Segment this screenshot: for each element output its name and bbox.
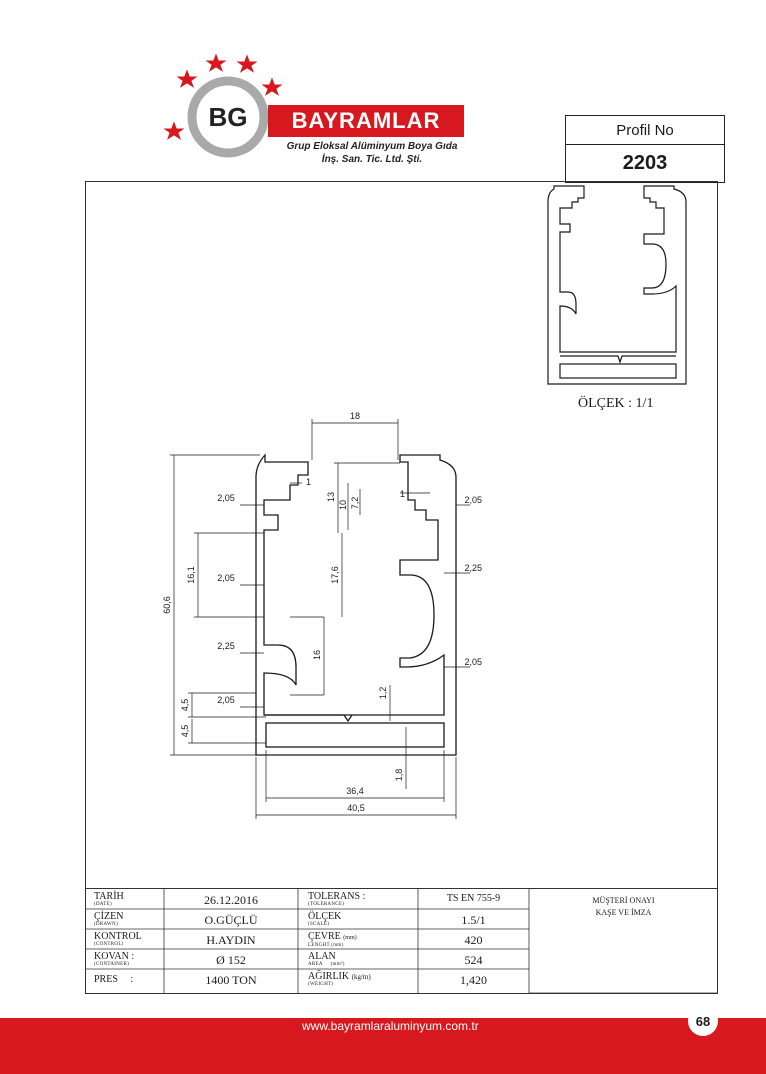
star-icon (204, 52, 228, 73)
tolerance-label: TOLERANS : (TOLERANCE) (308, 891, 366, 907)
container-value: Ø 152 (216, 953, 246, 967)
logo-text: BG (208, 102, 248, 132)
dim-4-5-bottom: 4,5 (180, 724, 190, 738)
dim-16: 16 (312, 649, 322, 661)
star-icon (235, 53, 259, 74)
area-value: 524 (464, 953, 483, 967)
dim-4-5-top: 4,5 (180, 698, 190, 712)
profil-number: 2203 (622, 152, 668, 174)
company-logo (150, 44, 280, 164)
dim-36-4: 36,4 (346, 786, 364, 796)
container-label: KOVAN : (CONTAINER) (94, 951, 135, 967)
press-label: PRES : (94, 974, 134, 985)
date-label: TARİH (DATE) (94, 891, 124, 907)
technical-drawing (160, 405, 480, 825)
dimension-lines (170, 419, 470, 819)
scale-value: 1.5/1 (461, 913, 486, 927)
dim-left-wall-4: 2,05 (217, 695, 235, 705)
weight-label: AĞIRLIK (kg/m) (WEIGHT) (308, 971, 371, 987)
date-value: 26.12.2016 (204, 893, 258, 907)
dim-right-wall-3: 2,05 (464, 657, 482, 667)
dim-60-6: 60,6 (162, 596, 172, 614)
control-value: H.AYDIN (206, 933, 256, 947)
dim-small-1-left: 1 (306, 477, 312, 487)
press-value: 1400 TON (205, 973, 257, 987)
dim-40-5: 40,5 (347, 803, 365, 813)
dim-left-wall-2: 2,05 (217, 573, 235, 583)
drawn-label: ÇİZEN (DRAWN) (94, 911, 124, 927)
dim-left-wall-3: 2,25 (217, 641, 235, 651)
dim-small-1-right: 1 (400, 489, 406, 499)
perimeter-value: 420 (464, 933, 483, 947)
preview-scale: ÖLÇEK : 1/1 (578, 396, 654, 411)
dim-1-8: 1,8 (394, 768, 404, 782)
profile-preview (540, 186, 688, 390)
dim-10: 10 (338, 499, 348, 511)
bottom-chamber (266, 723, 444, 747)
dim-1-2: 1,2 (378, 686, 388, 700)
dim-right-wall-2: 2,25 (464, 563, 482, 573)
dim-16-1: 16,1 (186, 566, 196, 584)
company-line-1: Grup Eloksal Alüminyum Boya Gıda (286, 141, 458, 152)
customer-approval (529, 895, 718, 919)
star-icon (162, 120, 186, 141)
dim-right-wall-1: 2,05 (464, 495, 482, 505)
scale-label: ÖLÇEK (SCALE) (308, 911, 342, 927)
star-icon (260, 76, 284, 97)
brand-name: BAYRAMLAR (268, 105, 464, 137)
profil-box (565, 115, 725, 183)
perimeter-label: ÇEVRE (mm) LENGHT (mm) (308, 931, 357, 948)
approval-line-2: KAŞE VE İMZA (595, 908, 652, 917)
dim-18: 18 (349, 411, 361, 421)
dim-left-wall-1: 2,05 (217, 493, 235, 503)
company-line-2: İnş. San. Tic. Ltd. Şti. (321, 154, 423, 165)
control-label: KONTROL (CONTROL) (94, 931, 142, 947)
weight-value: 1,420 (460, 973, 487, 987)
bottom-notch (264, 715, 352, 721)
info-table (86, 888, 718, 993)
website-link[interactable]: www.bayramlaraluminyum.com.tr (302, 1019, 479, 1033)
dim-13: 13 (326, 491, 336, 503)
company-subtitle (272, 140, 472, 166)
star-icon (175, 68, 199, 89)
profil-label: Profil No (566, 116, 724, 145)
dim-17-6: 17,6 (330, 566, 340, 584)
tolerance-value: TS EN 755-9 (446, 893, 501, 904)
dim-7-2: 7,2 (350, 496, 360, 510)
approval-line-1: MÜŞTERİ ONAYI (592, 896, 655, 905)
area-label: ALAN AREA (mm²) (308, 951, 345, 967)
drawn-value: O.GÜÇLÜ (204, 913, 258, 927)
page-number: 68 (688, 1006, 718, 1036)
